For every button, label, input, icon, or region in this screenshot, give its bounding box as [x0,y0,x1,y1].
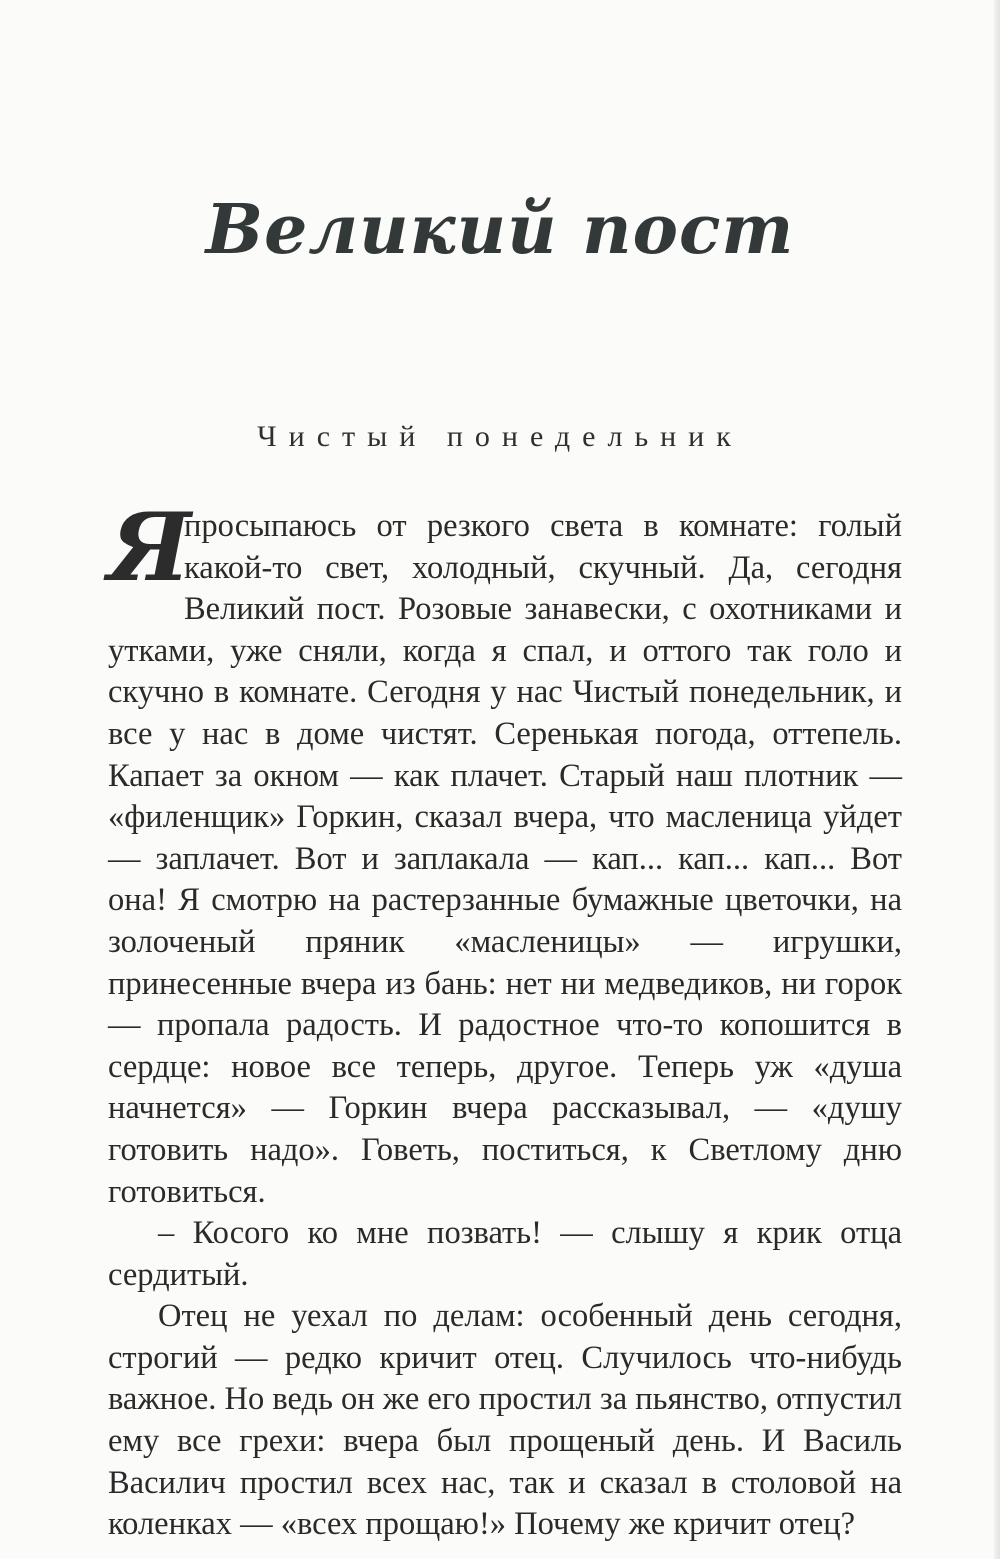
paragraph-1 [108,493,902,1213]
paragraph-3: Отец не уехал по делам: особенный день сегодня, строгий — редко кричит отец. Случилось что-нибудь важное. Но ведь он же его простил за пьянство, отпустил ему все грехи: вчера был прощеный день. И Василь Василич простил всех нас, так и сказал в столовой на коленках — «всех прощаю!» Почему же кричит отец? [108,1298,902,1543]
paragraph-2: – Косого ко мне позвать! — слышу я крик отца сердитый. [108,1215,902,1293]
drop-cap: Я [108,493,191,603]
paragraph-1-text: просыпаюсь от резкого света в комнате: голый какой-то свет, холодный, скучный. Да, сегодня Великий пост. Розовые занавески, с охотниками и утками, уже сняли, когда я спал, и оттого так голо и скучно в комнате. Сегодня у нас Чистый понедельник, и все у нас в доме чистят. Серенькая погода, оттепель. Капает за окном — как плачет. Старый наш плотник — «филенщик» Горкин, сказал вчера, что масленица уйдет — заплачет. Вот и заплакала — кап... кап... кап... Вот она! Я смотрю на растерзанные бумажные цветочки, на золоченый пряник «масленицы» — игрушки, принесенные вчера из бань: нет ни медведиков, ни горок — пропала радость. И радостное что-то копошится в сердце: новое все теперь, другое. Теперь уж «душа начнется» — Горкин вчера рассказывал, — «душу готовить надо». Говеть, поститься, к Светлому дню готовиться. [108,508,902,1210]
chapter-subtitle: Чистый понедельник [257,420,743,453]
body-text [108,493,902,1546]
chapter-title: Великий пост [205,190,795,270]
